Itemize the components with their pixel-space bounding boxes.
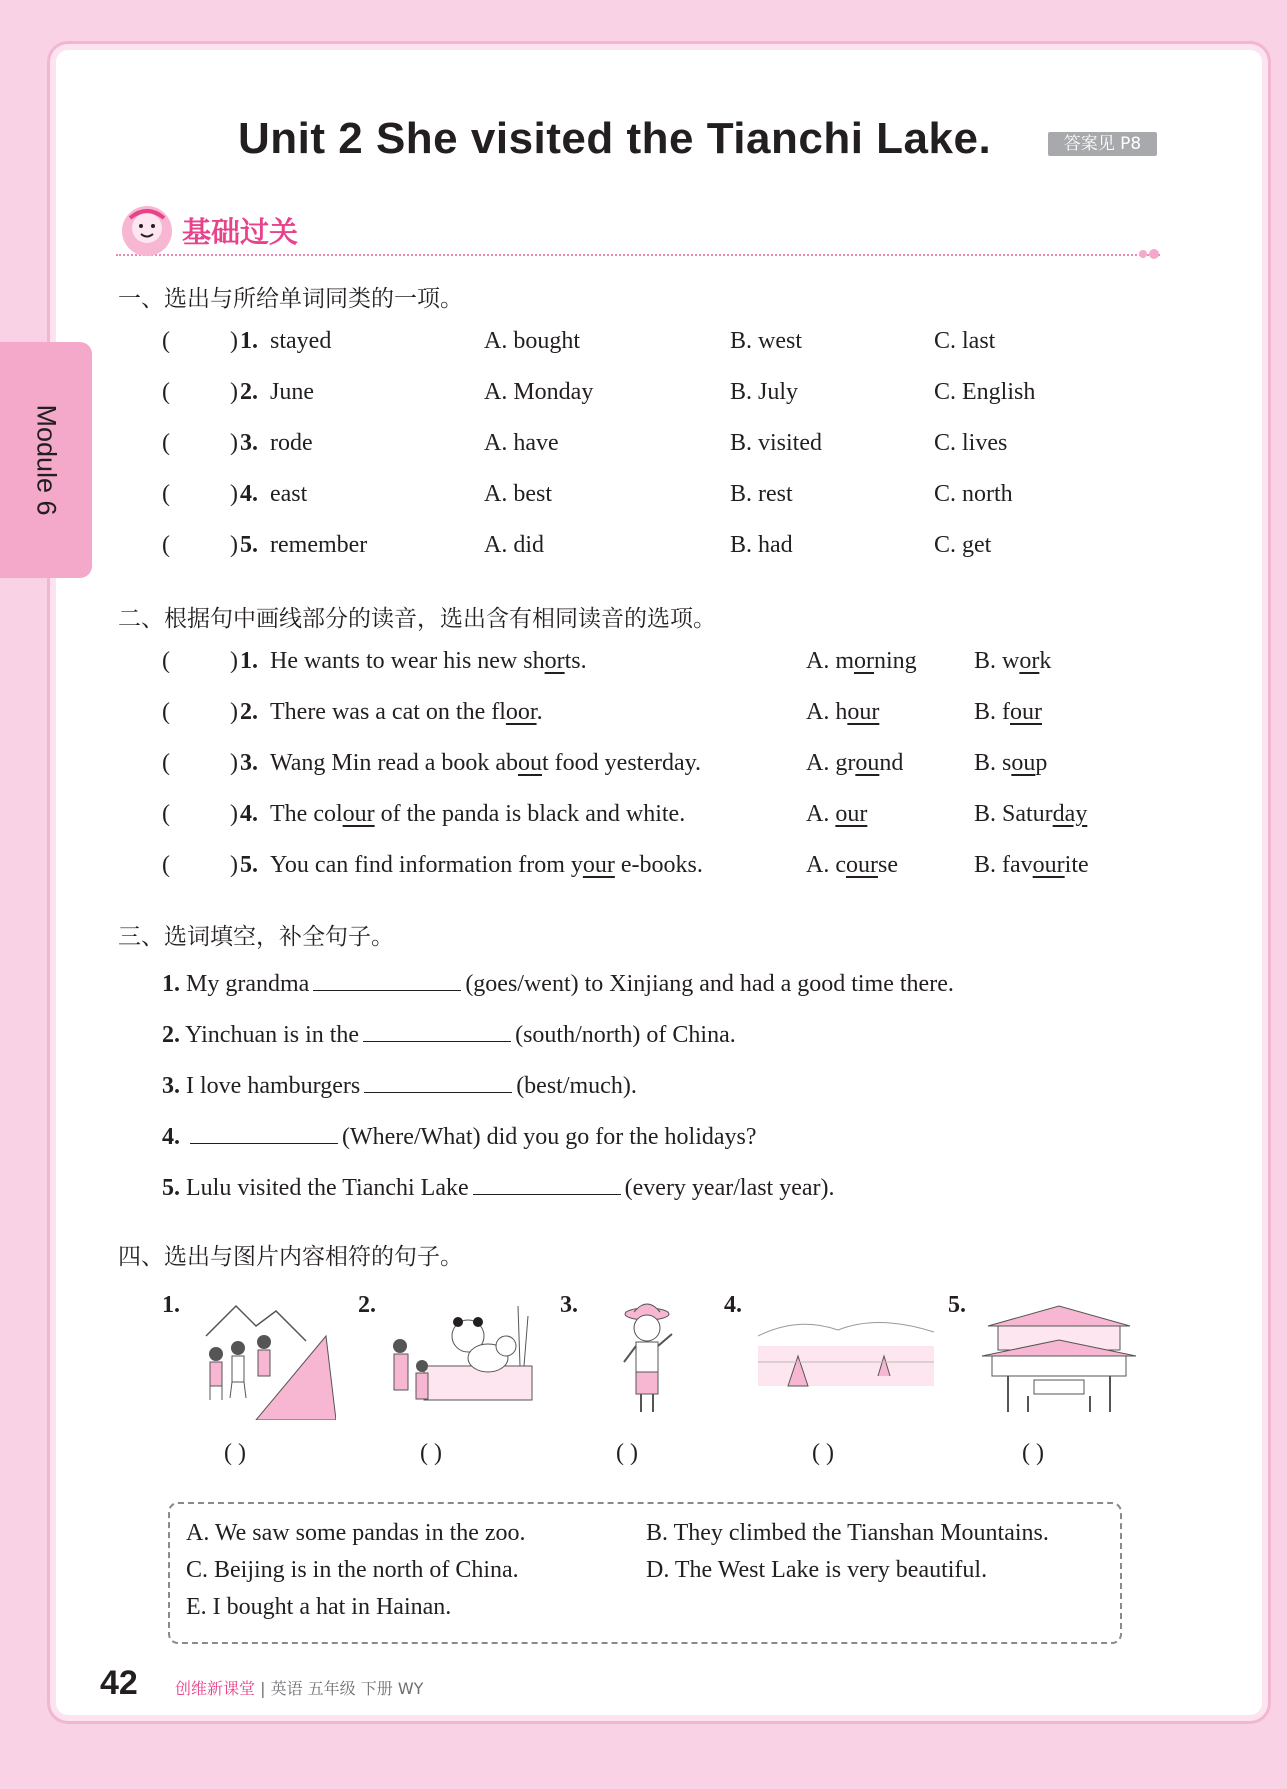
underlined-sound: our — [342, 801, 375, 827]
option-part: ning — [874, 648, 917, 674]
option-d: D. The West Lake is very beautiful. — [646, 1557, 988, 1583]
option-a: A. We saw some pandas in the zoo. — [186, 1520, 526, 1546]
option-part: A. h — [806, 699, 848, 725]
sentence-part: of the panda is black and white. — [374, 801, 686, 827]
mascot-icon — [120, 204, 174, 258]
option-c: C. Beijing is in the north of China. — [186, 1557, 519, 1583]
answer-open-paren[interactable]: ( — [162, 801, 170, 827]
option-a: A. bought — [484, 328, 580, 354]
underlined-sound: our — [582, 852, 615, 878]
sentence-part: There was a cat on the fl — [270, 699, 506, 725]
option-part: B. f — [974, 699, 1010, 725]
option-part: A. m — [806, 648, 854, 674]
question-row — [0, 852, 1287, 888]
underlined-sound: or — [544, 648, 565, 674]
question-3-heading: 三、选词填空，补全句子。 — [118, 924, 394, 950]
question-2-heading: 二、根据句中画线部分的读音，选出含有相同读音的选项。 — [118, 606, 716, 632]
sentence-part: He wants to wear his new sh — [270, 648, 545, 674]
underlined-sound: ou — [855, 750, 880, 776]
option-b — [974, 699, 1042, 726]
answer-close-paren: ) — [230, 328, 238, 354]
sentence-end: (best/much). — [516, 1073, 637, 1099]
answer-blank[interactable] — [364, 1070, 512, 1093]
question-row — [0, 430, 1287, 466]
question-4-heading: 四、选出与图片内容相符的句子。 — [118, 1244, 463, 1270]
answer-blank[interactable] — [363, 1019, 511, 1042]
answer-close-paren: ) — [230, 750, 238, 776]
underlined-sound: day — [1052, 801, 1088, 827]
decorative-dots-icon — [1138, 247, 1162, 261]
sentence-part: . — [536, 699, 543, 725]
answer-close-paren: ) — [230, 532, 238, 558]
sentence-part: t food yesterday. — [542, 750, 702, 776]
picture-number: 5. — [948, 1292, 966, 1318]
option-part: B. fav — [974, 852, 1033, 878]
sentence-start: Yinchuan is in the — [185, 1022, 360, 1048]
sentence-end: (south/north) of China. — [515, 1022, 736, 1048]
answer-paren-4[interactable]: ( ) — [812, 1440, 834, 1466]
option-b — [974, 852, 1089, 879]
answer-close-paren: ) — [230, 430, 238, 456]
option-part: se — [877, 852, 898, 878]
option-part: B. w — [974, 648, 1020, 674]
question-number: 5. — [240, 852, 258, 878]
answer-open-paren[interactable]: ( — [162, 379, 170, 405]
option-b: B. July — [730, 379, 799, 405]
panda-zoo-picture — [388, 1296, 538, 1420]
option-c: C. lives — [934, 430, 1008, 456]
sentence-part: You can find information from y — [270, 852, 583, 878]
answer-open-paren[interactable]: ( — [162, 430, 170, 456]
option-a: A. best — [484, 481, 552, 507]
fill-in-row — [162, 1070, 637, 1100]
sentence-part: The col — [270, 801, 343, 827]
question-number: 5. — [240, 532, 258, 558]
sentence-start: My grandma — [186, 971, 310, 997]
footer-text — [175, 1676, 423, 1699]
option-b: B. They climbed the Tianshan Mountains. — [646, 1520, 1049, 1546]
picture-number: 4. — [724, 1292, 742, 1318]
answer-paren-5[interactable]: ( ) — [1022, 1440, 1044, 1466]
option-b: B. rest — [730, 481, 793, 507]
sentence-start: Lulu visited the Tianchi Lake — [186, 1175, 469, 1201]
sentence — [270, 648, 587, 675]
sentence-end: (Where/What) did you go for the holidays? — [342, 1124, 757, 1150]
option-b: B. visited — [730, 430, 823, 456]
question-row — [0, 532, 1287, 568]
option-b — [974, 648, 1051, 675]
question-number: 2. — [162, 1022, 180, 1048]
option-c: C. north — [934, 481, 1013, 507]
option-a — [806, 852, 898, 879]
question-number: 2. — [240, 379, 258, 405]
option-part: A. c — [806, 852, 846, 878]
sentence-part: Wang Min read a book ab — [270, 750, 518, 776]
option-b — [974, 750, 1047, 777]
underlined-sound: or — [1019, 648, 1040, 674]
underlined-sound: ou — [518, 750, 542, 776]
section-header — [116, 204, 1160, 256]
sentence — [270, 699, 543, 726]
question-number: 4. — [240, 801, 258, 827]
option-a: A. did — [484, 532, 544, 558]
option-b: B. had — [730, 532, 793, 558]
answer-open-paren[interactable]: ( — [162, 328, 170, 354]
fill-in-row — [162, 1172, 835, 1202]
option-c: C. last — [934, 328, 996, 354]
section-label: 基础过关 — [182, 215, 299, 249]
option-a — [806, 750, 903, 777]
question-row — [0, 750, 1287, 786]
option-part: A. gr — [806, 750, 856, 776]
answer-open-paren[interactable]: ( — [162, 699, 170, 725]
option-a — [806, 699, 879, 726]
underlined-sound: our — [847, 699, 880, 725]
underlined-sound: ou — [1011, 750, 1036, 776]
option-part: ite — [1064, 852, 1089, 878]
question-row — [0, 801, 1287, 837]
question-number: 2. — [240, 699, 258, 725]
option-c: C. get — [934, 532, 992, 558]
option-part: p — [1035, 750, 1048, 776]
girl-with-hat-picture — [612, 1296, 682, 1420]
west-lake-picture — [758, 1296, 934, 1420]
option-b: B. west — [730, 328, 802, 354]
footer-details: | 英语 五年级 下册 WY — [260, 1679, 424, 1698]
underlined-sound: our — [835, 801, 868, 827]
answer-paren-2[interactable]: ( ) — [420, 1440, 442, 1466]
page-number: 42 — [100, 1664, 138, 1702]
option-part: A. — [806, 801, 836, 827]
sentence — [270, 801, 685, 828]
question-number: 1. — [240, 328, 258, 354]
fill-in-row — [162, 1121, 757, 1151]
question-number: 5. — [162, 1175, 180, 1201]
question-number: 1. — [240, 648, 258, 674]
answer-blank[interactable] — [313, 968, 461, 991]
underlined-sound: or — [854, 648, 874, 674]
option-part: k — [1039, 648, 1052, 674]
question-row — [0, 699, 1287, 735]
answer-close-paren: ) — [230, 801, 238, 827]
option-part: B. Satur — [974, 801, 1053, 827]
fill-in-row — [162, 968, 954, 998]
question-number: 3. — [162, 1073, 180, 1099]
option-c: C. English — [934, 379, 1036, 405]
mountain-climbing-picture — [196, 1296, 336, 1420]
answer-close-paren: ) — [230, 648, 238, 674]
sentence-end: (goes/went) to Xinjiang and had a good time there. — [465, 971, 954, 997]
answer-open-paren[interactable]: ( — [162, 532, 170, 558]
picture-number: 3. — [560, 1292, 578, 1318]
question-row — [0, 481, 1287, 517]
option-a: A. have — [484, 430, 559, 456]
option-a — [806, 801, 867, 828]
sentence-part: ts. — [564, 648, 587, 674]
sentence-part: e-books. — [614, 852, 703, 878]
page-title: Unit 2 She visited the Tianchi Lake. — [238, 114, 992, 163]
question-row — [0, 328, 1287, 364]
picture-number: 1. — [162, 1292, 180, 1318]
given-word: east — [270, 481, 308, 507]
answer-open-paren[interactable]: ( — [162, 750, 170, 776]
fill-in-row — [162, 1019, 736, 1049]
underlined-sound: our — [1010, 699, 1042, 725]
answer-blank[interactable] — [473, 1172, 621, 1195]
underlined-sound: oor — [505, 699, 537, 725]
question-row — [0, 648, 1287, 684]
answer-close-paren: ) — [230, 699, 238, 725]
answer-blank[interactable] — [190, 1121, 338, 1144]
sentence — [270, 852, 703, 879]
answer-close-paren: ) — [230, 852, 238, 878]
answer-paren-3[interactable]: ( ) — [616, 1440, 638, 1466]
sentence-end: (every year/last year). — [624, 1175, 835, 1201]
underlined-sound: our — [1032, 852, 1065, 878]
answer-open-paren[interactable]: ( — [162, 481, 170, 507]
answer-close-paren: ) — [230, 481, 238, 507]
question-number: 1. — [162, 971, 180, 997]
question-number: 3. — [240, 430, 258, 456]
given-word: remember — [270, 532, 368, 558]
module-tab-label: Module 6 — [31, 404, 62, 516]
sentence-start: I love hamburgers — [186, 1073, 361, 1099]
option-part: nd — [879, 750, 904, 776]
question-number: 4. — [240, 481, 258, 507]
option-a — [806, 648, 917, 675]
beijing-building-picture — [978, 1296, 1140, 1420]
footer-brand: 创维新课堂 — [175, 1679, 256, 1698]
given-word: stayed — [270, 328, 332, 354]
picture-number: 2. — [358, 1292, 376, 1318]
given-word: rode — [270, 430, 313, 456]
given-word: June — [270, 379, 314, 405]
question-1-heading: 一、选出与所给单词同类的一项。 — [118, 286, 463, 312]
answer-open-paren[interactable]: ( — [162, 852, 170, 878]
answer-open-paren[interactable]: ( — [162, 648, 170, 674]
option-a: A. Monday — [484, 379, 594, 405]
option-b — [974, 801, 1087, 828]
underlined-sound: our — [845, 852, 878, 878]
sentence — [270, 750, 701, 777]
question-number: 3. — [240, 750, 258, 776]
answer-paren-1[interactable]: ( ) — [224, 1440, 246, 1466]
answer-reference-badge: 答案见 P8 — [1048, 132, 1157, 156]
question-row — [0, 379, 1287, 415]
option-e: E. I bought a hat in Hainan. — [186, 1594, 452, 1620]
question-number: 4. — [162, 1124, 180, 1150]
answer-close-paren: ) — [230, 379, 238, 405]
option-part: B. s — [974, 750, 1012, 776]
